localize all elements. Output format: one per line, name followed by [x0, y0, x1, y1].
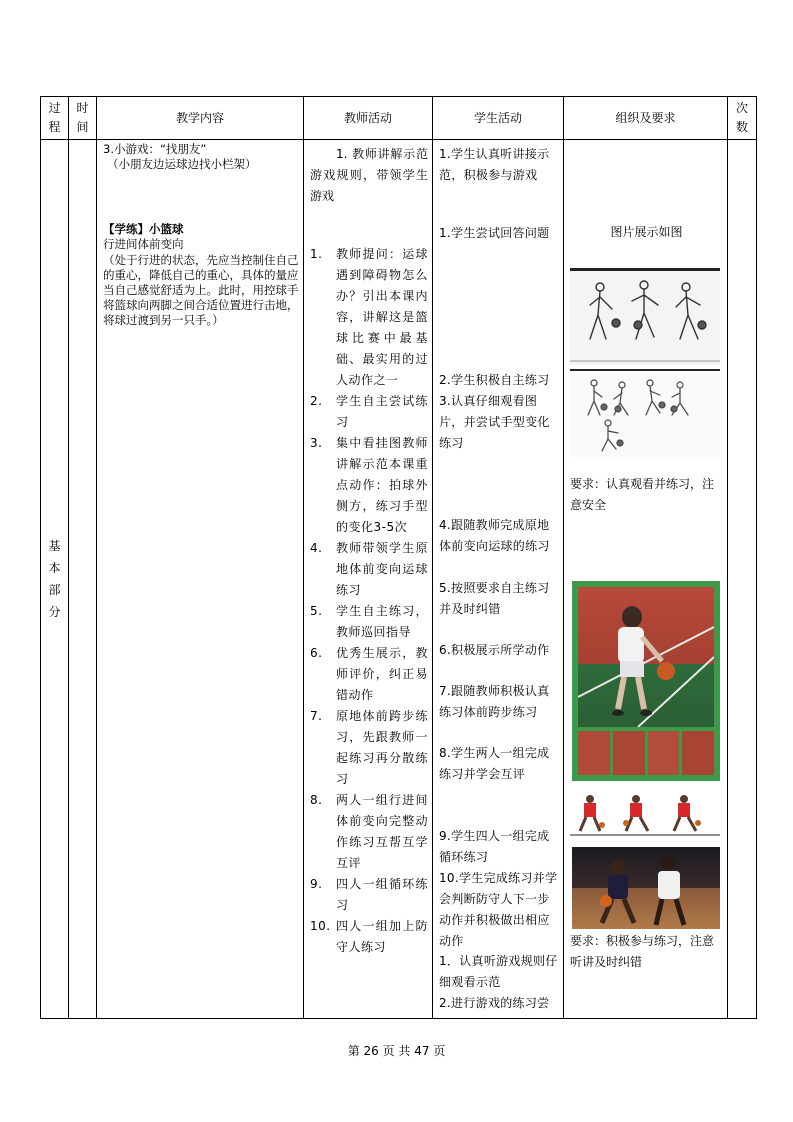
child-dribbling-photo [572, 581, 720, 781]
teacher-cell [304, 140, 433, 1019]
page-number-footer: 第 26 页 共 47 页 [347, 1044, 446, 1058]
learn-title: 小篮球 [149, 222, 184, 236]
student-cell [433, 140, 564, 1019]
picture-caption: 图片展示如图 [610, 225, 683, 239]
crossover-sequence-image [570, 369, 720, 457]
student-item-6: 5.按照要求自主练习并及时纠错 [439, 581, 550, 616]
teacher-activity-list [310, 244, 428, 958]
header-teacher: 教师活动 [304, 97, 433, 140]
list-item: 5. 学生自主练习，教师巡回指导 [310, 604, 428, 639]
student-item-12: 1．认真听游戏规则仔细观看示范 [439, 954, 558, 989]
process-label: 基本部分 [48, 539, 61, 619]
student-item-1: 1.学生认真听讲接示范，积极参与游戏 [439, 147, 550, 182]
student-item-9: 8.学生两人一组完成练习并学会互评 [439, 746, 550, 781]
game-title: 3.小游戏：“找朋友” [103, 142, 207, 156]
list-item: 7. 原地体前跨步练习，先跟教师一起练习再分散练习 [310, 709, 428, 786]
lesson-plan-table [40, 96, 757, 1019]
student-item-2: 1.学生尝试回答问题 [439, 226, 550, 240]
student-item-13: 2.进行游戏的练习尝 [439, 996, 550, 1010]
student-item-11: 10.学生完成练习并学会判断防守人下一步动作并积极做出相应动作 [439, 871, 558, 948]
student-item-4: 3.认真仔细观看图片，并尝试手型变化练习 [439, 394, 550, 450]
content-cell [97, 140, 304, 1019]
photo-strip [578, 731, 714, 775]
header-process: 过程 [41, 97, 69, 140]
student-item-8: 7.跟随教师积极认真练习体前跨步练习 [439, 684, 550, 719]
header-count: 次数 [728, 97, 757, 140]
list-item: 4. 教师带领学生原地体前变向运球练习 [310, 541, 428, 597]
requirement-2: 要求：积极参与练习，注意听讲及时纠错 [570, 934, 715, 969]
list-item: 6. 优秀生展示，教师评价，纠正易错动作 [310, 646, 428, 702]
time-cell [69, 140, 97, 1019]
crossover-figures-image [570, 791, 720, 837]
list-item: 2. 学生自主尝试练习 [310, 394, 428, 429]
list-item: 3. 集中看挂图教师讲解示范本课重点动作：拍球外侧方，练习手型的变化3-5次 [310, 436, 428, 534]
student-item-10: 9.学生四人一组完成循环练习 [439, 829, 550, 864]
student-item-3: 2.学生积极自主练习 [439, 373, 550, 387]
teacher-intro [310, 144, 428, 207]
list-item: 10. 四人一组加上防守人练习 [310, 919, 428, 954]
learn-tag: 【学练】 [103, 222, 149, 236]
learn-desc: （处于行进的状态，先应当控制住自己的重心，降低自己的重心，具体的量应当自己感觉舒适为上。此时，用控球手将篮球向两脚之间合适位置进行击地，将球过渡到另一只手。） [103, 253, 299, 327]
table-header-row [41, 97, 757, 140]
header-organization: 组织及要求 [564, 97, 728, 140]
organization-cell [564, 140, 728, 1019]
list-item: 8. 两人一组行进间体前变向完整动作练习互帮互学互评 [310, 793, 428, 870]
student-item-5: 4.跟随教师完成原地体前变向运球的练习 [439, 518, 550, 553]
teacher-intro-num: 1. [336, 147, 348, 161]
header-student: 学生活动 [433, 97, 564, 140]
learn-heading [103, 222, 299, 237]
table-row [41, 140, 757, 1019]
student-item-7: 6.积极展示所学动作 [439, 643, 550, 657]
list-item: 9. 四人一组循环练习 [310, 877, 428, 912]
list-item: 1. 教师提问：运球遇到障碍物怎么办？引出本课内容，讲解这是篮球比赛中最基础、最实用的过人动作之一 [310, 247, 428, 387]
game-action-photo [572, 847, 720, 929]
requirement-1: 要求：认真观看并练习，注意安全 [570, 477, 715, 512]
process-cell [41, 140, 69, 1019]
header-time: 时间 [69, 97, 97, 140]
count-cell [728, 140, 757, 1019]
header-content: 教学内容 [97, 97, 304, 140]
teacher-intro-text: 教师讲解示范游戏规则，带领学生游戏 [310, 147, 428, 203]
dribble-sketch-image [570, 268, 720, 365]
game-desc: （小朋友边运球边找小栏架） [107, 157, 257, 171]
learn-subtitle: 行进间体前变向 [103, 237, 184, 251]
